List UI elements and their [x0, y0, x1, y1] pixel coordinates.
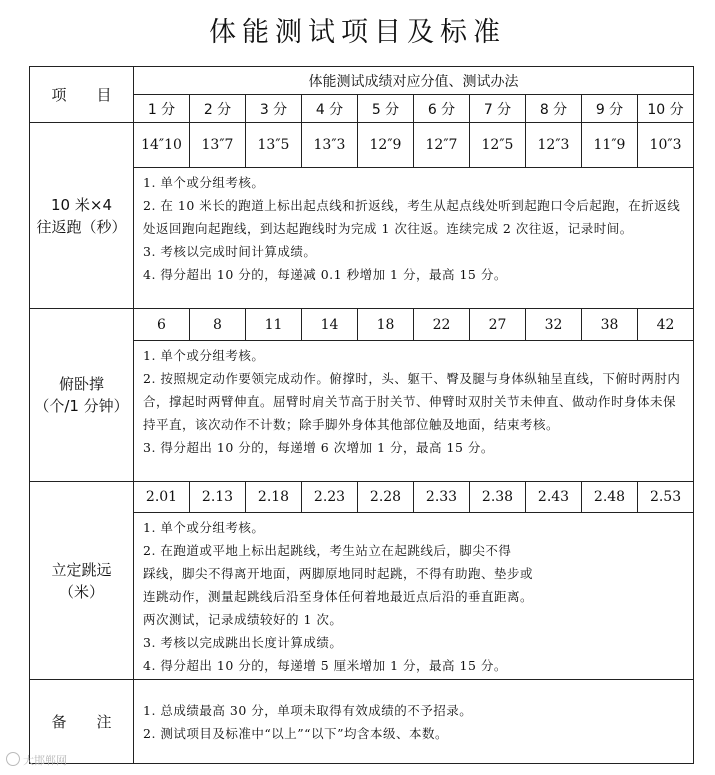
standard-value: 12″9 [358, 123, 414, 168]
standard-value: 12″7 [414, 123, 470, 168]
watermark [6, 752, 67, 768]
score-header: 10 分 [638, 95, 694, 123]
standard-value: 13″3 [302, 123, 358, 168]
standard-value: 22 [414, 309, 470, 341]
standard-value: 2.53 [638, 482, 694, 513]
score-header: 8 分 [526, 95, 582, 123]
note-line: 1. 总成绩最高 30 分，单项未取得有效成绩的不予招录。 [143, 703, 473, 718]
score-header: 9 分 [582, 95, 638, 123]
item-label-line: 10 米×4 [51, 195, 112, 214]
standard-value: 6 [134, 309, 190, 341]
item-label-line: （米） [58, 582, 104, 601]
remarks-label: 备 注 [30, 680, 134, 764]
standard-value: 2.33 [414, 482, 470, 513]
standard-value: 2.18 [246, 482, 302, 513]
standard-value: 18 [358, 309, 414, 341]
note-line: 2. 在 10 米长的跑道上标出起点线和折返线，考生从起点线处听到起跑口令后起跑，在折返线处返回跑向起跑线，到达起跑线时为完成 1 次往返。连续完成 2 次往返，记录时间。 [143, 198, 681, 236]
item-label-line: 往返跑（秒） [36, 217, 127, 236]
note-line: 4. 得分超出 10 分的，每递减 0.1 秒增加 1 分，最高 15 分。 [143, 267, 507, 282]
standard-value: 2.13 [190, 482, 246, 513]
standard-value: 2.48 [582, 482, 638, 513]
item-label-push-ups [30, 309, 134, 482]
item-label-line: 立定跳远 [51, 560, 112, 579]
score-header: 6 分 [414, 95, 470, 123]
standard-value: 13″5 [246, 123, 302, 168]
test-method-notes [134, 341, 694, 482]
standard-value: 32 [526, 309, 582, 341]
score-header: 2 分 [190, 95, 246, 123]
score-header: 4 分 [302, 95, 358, 123]
watermark-text: 大邯郸网 [23, 754, 67, 767]
standard-value: 14 [302, 309, 358, 341]
note-line: 连跳动作，测量起跳线后沿至身体任何着地最近点后沿的垂直距离。 [143, 589, 534, 604]
item-header: 项 目 [30, 67, 134, 123]
remarks-notes [134, 680, 694, 764]
fitness-standards-table [29, 66, 694, 764]
item-label-line: （个/1 分钟） [34, 397, 129, 415]
score-header: 3 分 [246, 95, 302, 123]
standard-value: 11″9 [582, 123, 638, 168]
note-line: 2. 测试项目及标准中“以上”“以下”均含本级、本数。 [143, 726, 448, 741]
note-line: 3. 得分超出 10 分的，每递增 6 次增加 1 分，最高 15 分。 [143, 440, 494, 455]
note-line: 踩线，脚尖不得离开地面，两脚原地同时起跳，不得有助跑、垫步或 [143, 566, 534, 581]
test-method-notes [134, 513, 694, 680]
watermark-logo-icon [6, 752, 20, 766]
standard-value: 12″3 [526, 123, 582, 168]
standard-value: 11 [246, 309, 302, 341]
standard-value: 8 [190, 309, 246, 341]
page-title: 体能测试项目及标准 [209, 17, 506, 48]
item-label-shuttle-run [30, 123, 134, 309]
score-header: 1 分 [134, 95, 190, 123]
standard-value: 10″3 [638, 123, 694, 168]
note-line: 1. 单个或分组考核。 [143, 348, 265, 363]
standard-value: 27 [470, 309, 526, 341]
note-line: 4. 得分超出 10 分的，每递增 5 厘米增加 1 分，最高 15 分。 [143, 658, 507, 673]
item-label-line: 俯卧撑 [58, 375, 104, 393]
standard-value: 2.28 [358, 482, 414, 513]
standard-value: 38 [582, 309, 638, 341]
note-line: 1. 单个或分组考核。 [143, 175, 265, 190]
note-line: 3. 考核以完成时间计算成绩。 [143, 244, 317, 259]
score-header: 7 分 [470, 95, 526, 123]
test-method-notes [134, 168, 694, 309]
note-line: 2. 按照规定动作要领完成动作。俯撑时，头、躯干、臀及腿与身体纵轴呈直线，下俯时两肘内合，撑起时两臂伸直。屈臂时肩关节高于肘关节、伸臂时双肘关节未伸直、做动作时身体未保持平直，该次动作不计数；除手脚外身体其他部位触及地面，结束考核。 [143, 371, 681, 432]
standard-value: 42 [638, 309, 694, 341]
standard-value: 2.01 [134, 482, 190, 513]
note-line: 两次测试，记录成绩较好的 1 次。 [143, 612, 343, 627]
standard-value: 2.38 [470, 482, 526, 513]
standard-value: 2.23 [302, 482, 358, 513]
note-line: 1. 单个或分组考核。 [143, 520, 265, 535]
standard-value: 14″10 [134, 123, 190, 168]
item-label-long-jump [30, 482, 134, 680]
note-line: 2. 在跑道或平地上标出起跳线，考生站立在起跳线后，脚尖不得 [143, 543, 512, 558]
standard-value: 12″5 [470, 123, 526, 168]
score-header: 5 分 [358, 95, 414, 123]
standard-value: 2.43 [526, 482, 582, 513]
note-line: 3. 考核以完成跳出长度计算成绩。 [143, 635, 343, 650]
score-title: 体能测试成绩对应分值、测试办法 [134, 67, 694, 95]
standard-value: 13″7 [190, 123, 246, 168]
